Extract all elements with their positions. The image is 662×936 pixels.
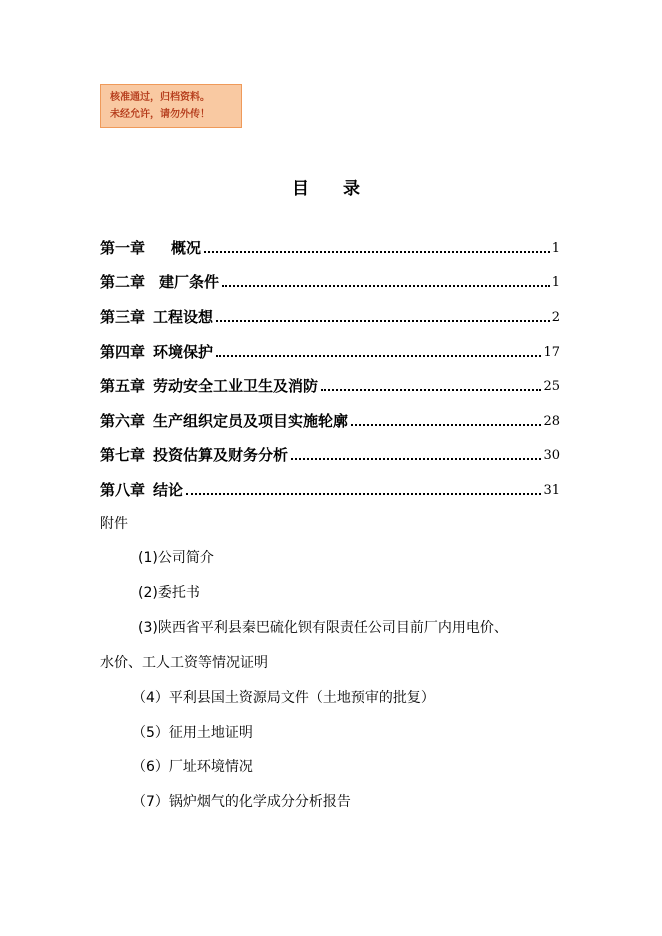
appendix-item-1: (1)公司简介 xyxy=(138,550,214,566)
page-title: 目录 xyxy=(292,179,394,199)
toc-row-7[interactable] xyxy=(100,441,560,465)
toc-title: 生产组织定员及项目实施轮廓 xyxy=(153,412,349,430)
toc-row-1[interactable] xyxy=(100,234,560,258)
toc-chapter: 第六章 xyxy=(100,412,146,430)
toc-chapter: 第八章 xyxy=(100,481,146,499)
toc-row-8[interactable] xyxy=(100,476,560,500)
toc-page-number: 2 xyxy=(551,310,560,325)
toc-chapter: 第七章 xyxy=(100,446,146,464)
toc-leader xyxy=(216,355,541,357)
toc-leader xyxy=(222,285,550,287)
toc-page-number: 28 xyxy=(543,414,560,429)
toc-leader xyxy=(291,458,541,460)
toc-chapter: 第五章 xyxy=(100,377,146,395)
toc-page-number: 30 xyxy=(543,448,560,463)
toc-page-number: 25 xyxy=(543,379,560,394)
toc-row-3[interactable] xyxy=(100,303,560,327)
toc-row-2[interactable] xyxy=(100,268,560,292)
appendix-item-4: （4）平利县国土资源局文件（土地预审的批复） xyxy=(132,690,435,706)
toc-title: 环境保护 xyxy=(153,343,214,361)
toc-chapter: 第一章 xyxy=(100,239,146,257)
toc-row-6[interactable] xyxy=(100,407,560,431)
approval-stamp xyxy=(100,84,242,128)
toc-leader xyxy=(351,424,541,426)
appendix-heading: 附件 xyxy=(100,516,128,532)
toc-title: 建厂条件 xyxy=(159,273,220,291)
appendix-item-6: （6）厂址环境情况 xyxy=(132,759,253,775)
toc-title: 投资估算及财务分析 xyxy=(153,446,289,464)
toc-leader xyxy=(204,251,550,253)
toc-page-number: 1 xyxy=(551,241,560,256)
toc-row-5[interactable] xyxy=(100,372,560,396)
appendix-item-3-continued: 水价、工人工资等情况证明 xyxy=(100,655,268,671)
stamp-line-2: 未经允许，请勿外传！ xyxy=(110,109,210,120)
toc-page-number: 1 xyxy=(551,275,560,290)
toc-title: 结论 xyxy=(153,481,184,499)
toc-page-number: 17 xyxy=(543,345,560,360)
toc-title: 概况 xyxy=(171,239,202,257)
stamp-line-1: 核准通过，归档资料。 xyxy=(110,92,210,103)
toc-leader xyxy=(186,493,541,495)
toc-row-4[interactable] xyxy=(100,338,560,362)
toc-leader xyxy=(216,320,550,322)
appendix-item-5: （5）征用土地证明 xyxy=(132,725,253,741)
toc-leader xyxy=(321,389,541,391)
toc-title: 劳动安全工业卫生及消防 xyxy=(153,377,319,395)
appendix-item-3: (3)陕西省平利县秦巴硫化钡有限责任公司目前厂内用电价、 xyxy=(138,620,508,636)
appendix-item-2: (2)委托书 xyxy=(138,585,200,601)
toc-chapter: 第三章 xyxy=(100,308,146,326)
toc-chapter: 第二章 xyxy=(100,273,146,291)
appendix-item-7: （7）锅炉烟气的化学成分分析报告 xyxy=(132,794,351,810)
toc-chapter: 第四章 xyxy=(100,343,146,361)
toc-title: 工程设想 xyxy=(153,308,214,326)
toc-page-number: 31 xyxy=(543,483,560,498)
